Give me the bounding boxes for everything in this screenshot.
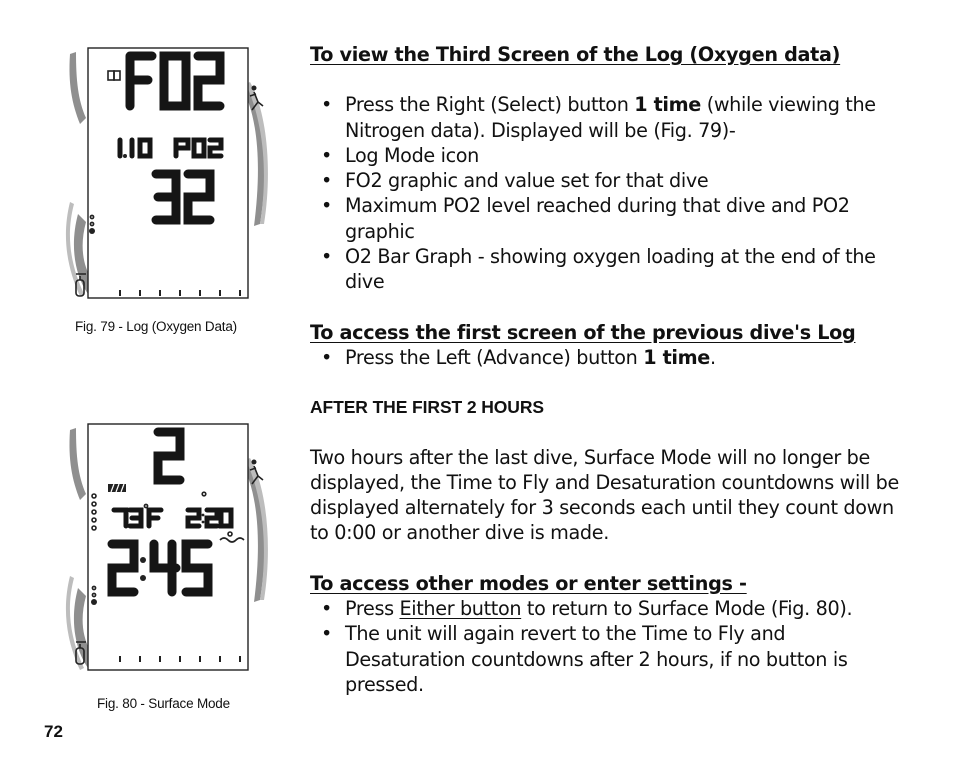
fig80-caption: Fig. 80 - Surface Mode [97, 696, 230, 711]
fig79-display [64, 44, 274, 308]
fig80-display [64, 420, 274, 680]
page-number: 72 [44, 722, 63, 741]
list-item: • Maximum PO2 level reached during that dive and PO2 graphic [310, 193, 900, 244]
section-heading-previous-log: To access the first screen of the previous dive's Log [310, 320, 856, 344]
either-button-text: Either button [399, 597, 522, 621]
text-column [310, 42, 900, 697]
list-item: • The unit will again revert to the Time to Fly and Desaturation countdowns after 2 hours, if no button is pressed. [310, 621, 900, 697]
battery-icon [108, 484, 126, 492]
emphasis-text: 1 time [634, 93, 701, 117]
third-screen-list [310, 92, 900, 294]
list-item: • Log Mode icon [310, 143, 900, 168]
other-modes-list [310, 596, 900, 697]
section-heading-other-modes: To access other modes or enter settings - [310, 571, 747, 595]
list-item: • Press the Right (Select) button 1 time (while viewing the Nitrogen data). Displayed will be (Fig. 79)- [310, 92, 900, 143]
list-item: • FO2 graphic and value set for that dive [310, 168, 900, 193]
section-heading-third-screen: To view the Third Screen of the Log (Oxygen data) [310, 43, 841, 66]
after-two-hours-paragraph: Two hours after the last dive, Surface Mode will no longer be displayed, the Time to Fly and Desaturation countdowns will be displayed alternately for 3 seconds each until they count down to 0:00 or another dive is made. [310, 445, 899, 545]
emphasis-text: 1 time [643, 345, 710, 369]
fig79-caption: Fig. 79 - Log (Oxygen Data) [75, 319, 237, 334]
section-heading-after-two-hours: AFTER THE FIRST 2 HOURS [310, 397, 544, 418]
list-item: • Press the Left (Advance) button 1 time. [310, 345, 900, 370]
previous-log-list [310, 345, 900, 370]
list-item: • O2 Bar Graph - showing oxygen loading at the end of the dive [310, 244, 900, 295]
list-item: • Press Either button to return to Surface Mode (Fig. 80). [310, 596, 900, 621]
